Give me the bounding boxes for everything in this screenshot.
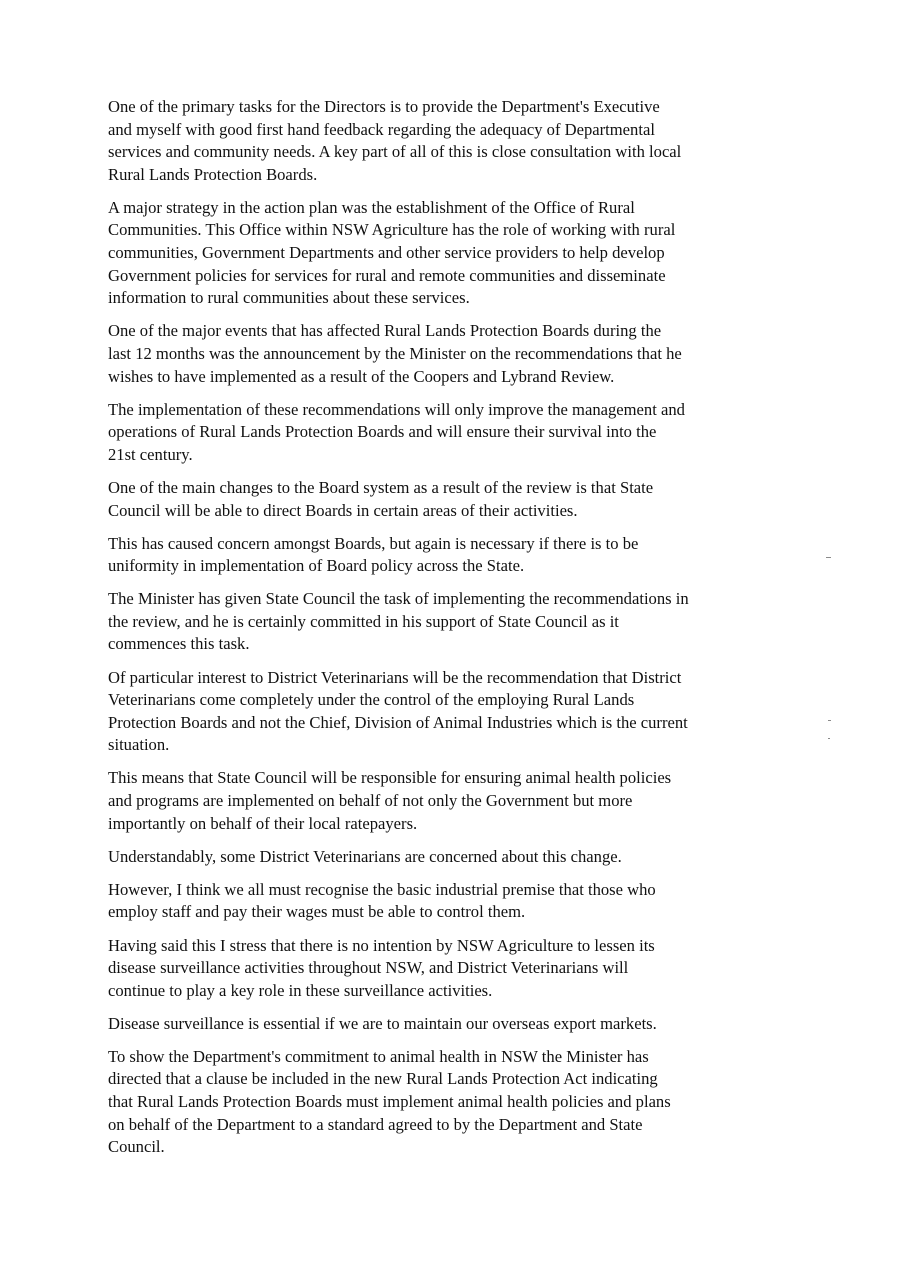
scan-mark bbox=[828, 738, 830, 739]
paragraph-10: Understandably, some District Veterinarians are concerned about this change. bbox=[108, 846, 622, 866]
paragraph-2: A major strategy in the action plan was the establishment of the Office of Rural Communities. This Office within NSW Agriculture has the role of working with rural communities, Government Departments and other service providers to help develop Government policies for services for rural and remote communities and disseminate information to rural communities about these services. bbox=[108, 197, 676, 308]
document-body bbox=[108, 96, 784, 1169]
scan-mark bbox=[828, 720, 831, 721]
paragraph-14: To show the Department's commitment to animal health in NSW the Minister has directed that a clause be included in the new Rural Lands Protection Act indicating that Rural Lands Protection Boards must implement animal health policies and plans on behalf of the Department to a standard agreed to by the Department and State Council. bbox=[108, 1046, 671, 1157]
paragraph-6: This has caused concern amongst Boards, but again is necessary if there is to be uniformity in implementation of Board policy across the State. bbox=[108, 533, 639, 576]
paragraph-12: Having said this I stress that there is no intention by NSW Agriculture to lessen its disease surveillance activities throughout NSW, and District Veterinarians will continue to play a key role in these surveillance activities. bbox=[108, 935, 655, 1000]
paragraph-7: The Minister has given State Council the task of implementing the recommendations in the review, and he is certainly committed in his support of State Council as it commences this task. bbox=[108, 589, 689, 654]
paragraph-11: However, I think we all must recognise the basic industrial premise that those who employ staff and pay their wages must be able to control them. bbox=[108, 879, 656, 922]
paragraph-9: This means that State Council will be responsible for ensuring animal health policies and programs are implemented on behalf of not only the Government but more importantly on behalf of their local ratepayers. bbox=[108, 768, 672, 833]
paragraph-1: One of the primary tasks for the Directors is to provide the Department's Executive and myself with good first hand feedback regarding the adequacy of Departmental services and community needs. A key part of all of this is close consultation with local Rural Lands Protection Boards. bbox=[108, 97, 682, 184]
paragraph-4: The implementation of these recommendations will only improve the management and operations of Rural Lands Protection Boards and will ensure their survival into the 21st century. bbox=[108, 399, 685, 464]
paragraph-8: Of particular interest to District Veterinarians will be the recommendation that District Veterinarians come completely under the control of the employing Rural Lands Protection Boards and not the Chief, Division of Animal Industries which is the current situation. bbox=[108, 667, 688, 755]
paragraph-5: One of the main changes to the Board system as a result of the review is that State Council will be able to direct Boards in certain areas of their activities. bbox=[108, 477, 654, 520]
scan-mark bbox=[826, 557, 831, 558]
paragraph-13: Disease surveillance is essential if we are to maintain our overseas export markets. bbox=[108, 1013, 657, 1033]
paragraph-3: One of the major events that has affected Rural Lands Protection Boards during the last 12 months was the announcement by the Minister on the recommendations that he wishes to have implemented as a result of the Coopers and Lybrand Review. bbox=[108, 321, 682, 386]
